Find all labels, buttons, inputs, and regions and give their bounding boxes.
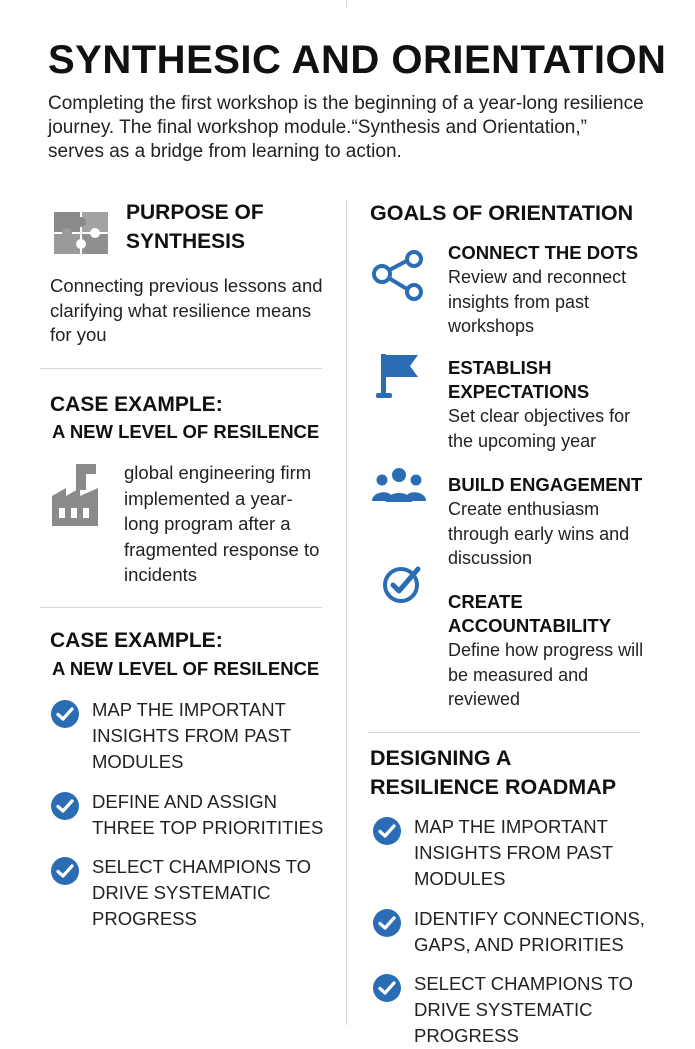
column-divider — [346, 200, 347, 1025]
case2-heading-1: CASE EXAMPLE: — [50, 629, 223, 652]
roadmap-heading-1: DESIGNING A — [370, 746, 512, 770]
roadmap-heading-2: RESILIENCE ROADMAP — [370, 775, 617, 799]
factory-icon — [50, 462, 100, 530]
intro-paragraph: Completing the first workshop is the beginning of a year-long resilience journey. The final workshop module.“Synthesis and Orientation,” serves as a bridge from learning to action. — [48, 93, 644, 162]
top-tick — [346, 0, 347, 8]
goal-create-accountability — [448, 590, 688, 712]
check-circle-icon — [372, 816, 402, 846]
check-circle-icon — [372, 973, 402, 1003]
check-circle-icon — [50, 856, 80, 886]
goals-heading: GOALS OF ORIENTATION — [370, 201, 634, 225]
list-item: SELECT CHAMPIONS TO DRIVE SYSTEMATIC PROGRESS — [372, 971, 672, 1049]
goal-body: Define how progress will be measured and reviewed — [448, 640, 644, 709]
case1-heading-2: A NEW LEVEL OF RESILENCE — [52, 421, 320, 442]
case1-heading-1: CASE EXAMPLE: — [50, 393, 223, 416]
goal-title: BUILD ENGAGEMENT — [448, 474, 643, 495]
goal-connect-the-dots — [448, 241, 688, 339]
check-circle-icon — [382, 565, 422, 605]
goal-establish-expectations — [448, 356, 688, 453]
purpose-heading-1: PURPOSE OF — [126, 201, 264, 224]
check-circle-icon — [372, 908, 402, 938]
flag-icon — [376, 350, 424, 400]
connect-nodes-icon — [370, 250, 428, 302]
section-divider — [40, 368, 322, 369]
section-divider — [40, 607, 322, 608]
section-divider — [368, 732, 640, 733]
case1-body: global engineering firm implemented a year-long program after a fragmented response to incidents — [124, 462, 320, 585]
check-circle-icon — [50, 699, 80, 729]
goal-build-engagement — [448, 473, 688, 571]
goal-body: Set clear objectives for the upcoming year — [448, 406, 631, 451]
page-title: SYNTHESIC AND ORIENTATION — [48, 38, 667, 82]
goal-body: Create enthusiasm through early wins and discussion — [448, 499, 630, 568]
goal-title: CONNECT THE DOTS — [448, 242, 639, 263]
case2-heading-2: A NEW LEVEL OF RESILENCE — [52, 658, 320, 679]
people-group-icon — [372, 466, 426, 504]
puzzle-icon — [52, 206, 114, 258]
goal-body: Review and reconnect insights from past workshops — [448, 267, 627, 336]
list-item: MAP THE IMPORTANT INSIGHTS FROM PAST MODULES — [50, 697, 335, 775]
purpose-body: Connecting previous lessons and clarifying what resilience means for you — [50, 275, 323, 345]
check-circle-icon — [50, 791, 80, 821]
goal-title: CREATE ACCOUNTABILITY — [448, 591, 612, 636]
list-item: IDENTIFY CONNECTIONS, GAPS, AND PRIORITIES — [372, 906, 672, 958]
goal-title: ESTABLISH EXPECTATIONS — [448, 357, 590, 402]
purpose-heading-2: SYNTHESIS — [126, 230, 246, 253]
list-item: SELECT CHAMPIONS TO DRIVE SYSTEMATIC PROGRESS — [50, 854, 335, 932]
list-item: MAP THE IMPORTANT INSIGHTS FROM PAST MODULES — [372, 814, 672, 892]
list-item: DEFINE AND ASSIGN THREE TOP PRIORITITIES — [50, 789, 335, 841]
